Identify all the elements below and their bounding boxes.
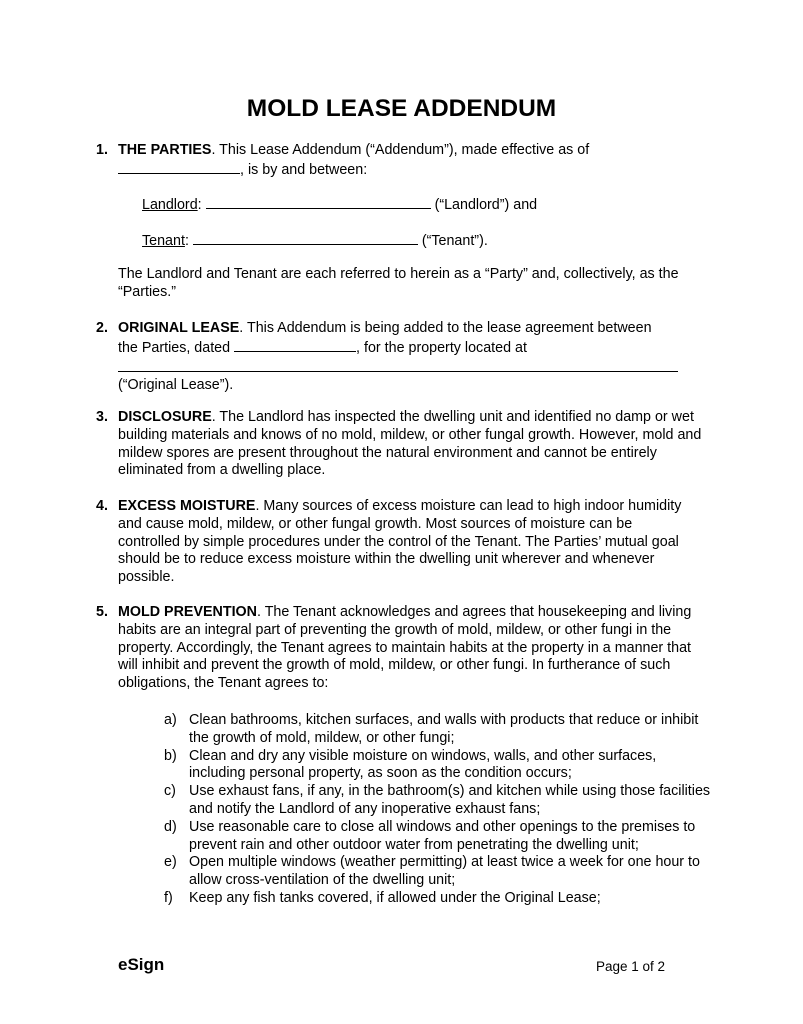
list-item-text: Open multiple windows (weather permitting) at least twice a week for one hour to allow cross-ventilation of the dwelling unit; bbox=[189, 854, 700, 889]
landlord-label: Landlord bbox=[142, 197, 198, 213]
list-item bbox=[164, 854, 714, 890]
section-number: 5. bbox=[96, 604, 108, 620]
list-item-label: d) bbox=[164, 818, 177, 835]
section-excess-moisture bbox=[96, 498, 716, 587]
document-title: MOLD LEASE ADDENDUM bbox=[246, 95, 557, 122]
parties-definition: The Landlord and Tenant are each referred to herein as a “Party” and, collectively, as the “Parties.” bbox=[118, 266, 679, 300]
section-text: . The Landlord has inspected the dwelling unit and identified no damp or wet building materials and knows of no mold, mildew, or other fungal growth. However, mold and mildew spores are present throughout the natural environment and cannot be entirely eliminated from a dwelling place. bbox=[118, 409, 702, 479]
section-number: 2. bbox=[96, 320, 108, 336]
section-text: . This Lease Addendum (“Addendum”), made effective as of bbox=[211, 142, 590, 158]
tenant-name-blank[interactable] bbox=[193, 231, 418, 245]
landlord-name-blank[interactable] bbox=[206, 195, 431, 209]
section-number: 4. bbox=[96, 498, 108, 514]
page-number: Page 1 of 2 bbox=[596, 959, 666, 974]
section-body bbox=[118, 142, 716, 180]
section-body bbox=[118, 498, 698, 587]
list-item bbox=[164, 748, 714, 784]
section-original-lease bbox=[96, 320, 716, 395]
section-mold-prevention bbox=[96, 604, 716, 693]
section-text: . The Tenant acknowledges and agrees that housekeeping and living habits are an integral part of preventing the growth of mold, mildew, or other fungi in the property. Accordingly, the Tenant agrees to maintain habits at the property in a manner that will inhibit and prevent the growth of mold, mildew, or other fungi. In furtherance of such obligations, the Tenant agrees to: bbox=[118, 604, 692, 692]
section-parties bbox=[96, 142, 716, 180]
mold-prevention-list bbox=[164, 712, 714, 908]
section-heading: ORIGINAL LEASE bbox=[118, 320, 240, 336]
landlord-line: Landlord: (“Landlord”) and bbox=[142, 197, 538, 213]
section-text: the Parties, dated bbox=[118, 339, 235, 356]
list-item-text: Clean bathrooms, kitchen surfaces, and walls with products that reduce or inhibit the growth of mold, mildew, or other fungi; bbox=[189, 712, 699, 746]
section-text: (“Original Lease”). bbox=[118, 377, 234, 394]
section-heading: THE PARTIES bbox=[118, 142, 212, 158]
effective-date-blank[interactable] bbox=[118, 160, 240, 174]
list-item-label: c) bbox=[164, 783, 176, 800]
list-item-text: Keep any fish tanks covered, if allowed under the Original Lease; bbox=[189, 889, 601, 906]
section-text: . Many sources of excess moisture can lead to high indoor humidity and cause mold, mildew, or other fungal growth. Most sources of moisture can be controlled by simple procedures under the control of the Tenant. The Parties’ mutual goal should be to reduce excess moisture within the dwelling unit wherever and whenever possible. bbox=[118, 498, 682, 586]
section-text: . This Addendum is being added to the lease agreement between bbox=[239, 320, 652, 336]
list-item-label: e) bbox=[164, 854, 177, 871]
list-item-text: Use reasonable care to close all windows and other openings to the premises to prevent rain and other outdoor water from penetrating the dwelling unit; bbox=[189, 818, 696, 853]
tenant-label: Tenant bbox=[142, 233, 185, 249]
tenant-suffix: (“Tenant”). bbox=[417, 233, 488, 249]
landlord-suffix: (“Landlord”) and bbox=[430, 197, 538, 213]
list-item-text: Use exhaust fans, if any, in the bathroom(s) and kitchen while using those facilities and notify the Landlord of any inoperative exhaust fans; bbox=[189, 783, 711, 817]
section-number: 3. bbox=[96, 409, 108, 425]
section-body bbox=[118, 604, 713, 693]
list-item-text: Clean and dry any visible moisture on windows, walls, and other surfaces, including personal property, as soon as the condition occurs; bbox=[189, 747, 657, 782]
esign-logo: eSign bbox=[118, 955, 165, 974]
section-heading: MOLD PREVENTION bbox=[118, 604, 258, 620]
section-number: 1. bbox=[96, 142, 108, 158]
list-item bbox=[164, 783, 714, 819]
list-item-label: b) bbox=[164, 747, 177, 764]
list-item bbox=[164, 890, 714, 908]
section-heading: EXCESS MOISTURE bbox=[118, 498, 256, 514]
section-text: , for the property located at bbox=[356, 339, 527, 356]
lease-date-blank[interactable] bbox=[234, 338, 356, 352]
list-item-label: f) bbox=[164, 889, 173, 906]
list-item bbox=[164, 712, 714, 748]
section-body bbox=[118, 320, 716, 395]
section-disclosure bbox=[96, 409, 716, 480]
tenant-line: Tenant: (“Tenant”). bbox=[142, 233, 488, 249]
list-item-label: a) bbox=[164, 712, 177, 728]
list-item bbox=[164, 819, 714, 855]
property-address-blank[interactable] bbox=[118, 358, 678, 372]
section-heading: DISCLOSURE bbox=[118, 409, 212, 425]
section-text: , is by and between: bbox=[240, 161, 368, 178]
section-body bbox=[118, 409, 708, 480]
